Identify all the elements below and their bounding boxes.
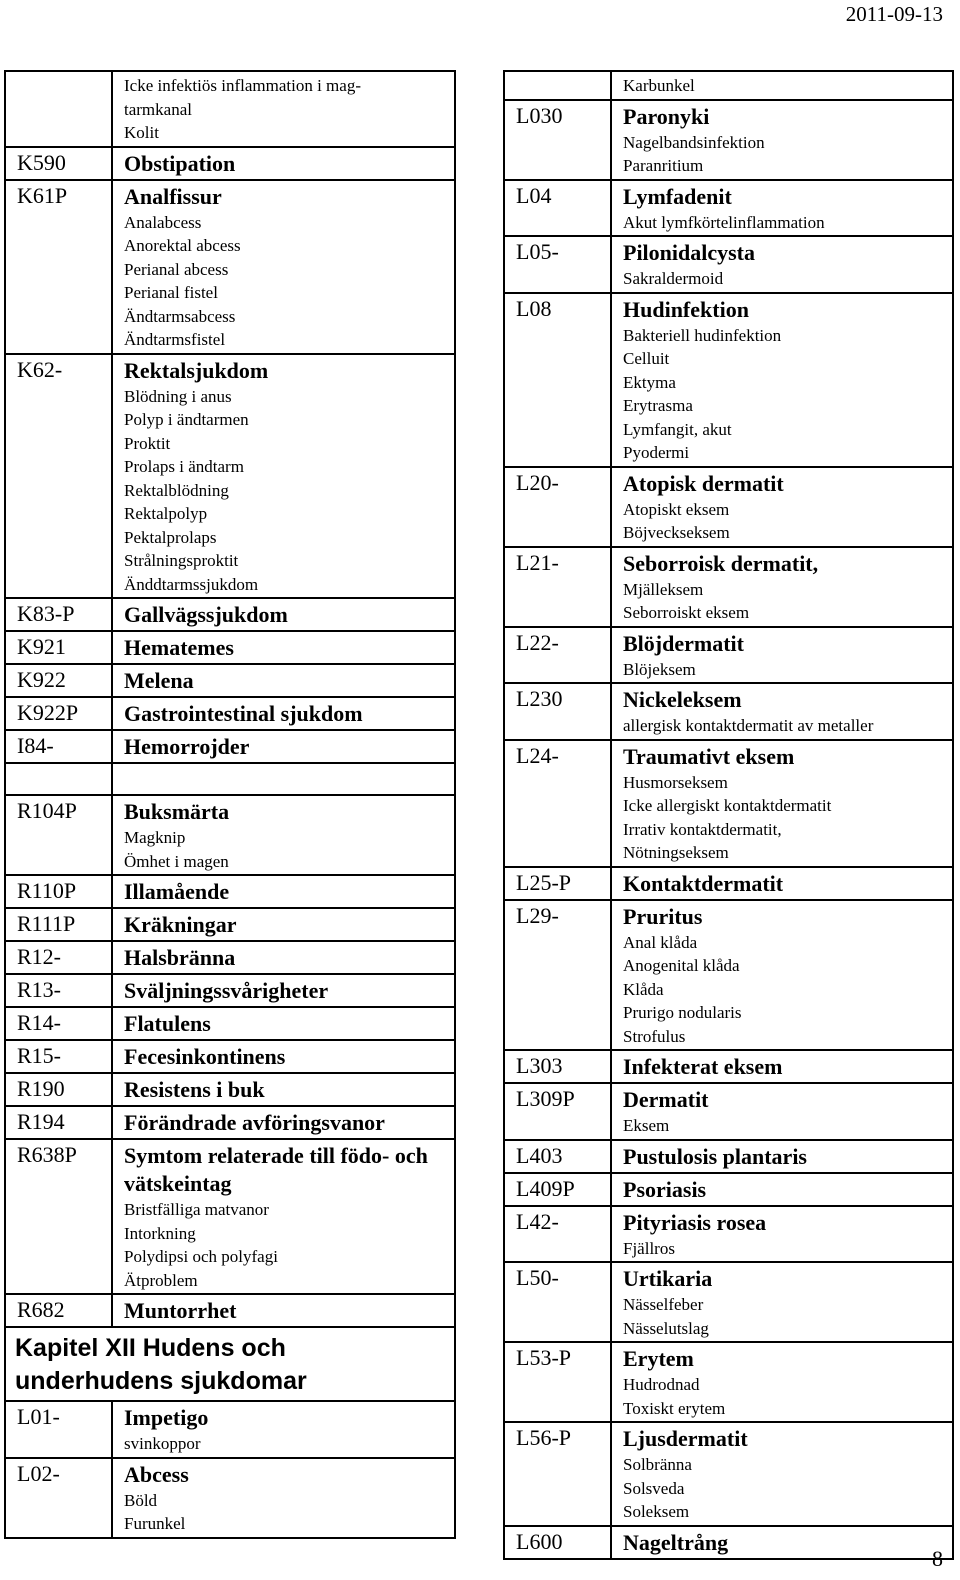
diagnosis-text <box>612 181 952 236</box>
diagnosis-text <box>612 1423 952 1525</box>
diagnosis-code <box>505 72 612 99</box>
diagnosis-title: Pustulosis plantaris <box>623 1143 807 1169</box>
diagnosis-code: L50- <box>505 1263 612 1341</box>
diagnosis-text <box>612 684 952 739</box>
diagnosis-code: K922P <box>6 698 113 729</box>
diagnosis-title: Blöjdermatit <box>623 630 744 656</box>
diagnosis-title: Flatulens <box>124 1011 211 1036</box>
diagnosis-title: Pilonidalcysta <box>623 240 756 265</box>
diagnosis-title: Erytem <box>623 1346 694 1371</box>
diagnosis-row <box>6 764 454 796</box>
diagnosis-synonym: Toxiskt erytem <box>623 1398 726 1418</box>
diagnosis-row <box>6 1074 454 1107</box>
diagnosis-synonym: Nässelutslag <box>623 1318 709 1338</box>
diagnosis-text <box>612 1174 952 1205</box>
diagnosis-code: R190 <box>6 1074 113 1105</box>
diagnosis-title: Pityriasis rosea <box>623 1209 767 1235</box>
diagnosis-row <box>505 548 952 628</box>
diagnosis-text <box>612 468 952 546</box>
diagnosis-title: Nageltrång <box>623 1529 729 1555</box>
diagnosis-synonym: Rektalpolyp <box>124 504 208 523</box>
diagnosis-code: L21- <box>505 548 612 626</box>
diagnosis-title: Dermatit <box>623 1087 709 1112</box>
diagnosis-code: K922 <box>6 665 113 696</box>
diagnosis-synonym: Solsveda <box>623 1478 685 1498</box>
diagnosis-text <box>113 72 454 146</box>
diagnosis-row <box>505 101 952 181</box>
diagnosis-synonym: Ändtarmsabcess <box>124 306 236 326</box>
diagnosis-synonym: Soleksem <box>623 1502 690 1521</box>
diagnosis-row <box>505 1141 952 1174</box>
diagnosis-row <box>505 741 952 868</box>
diagnosis-text <box>612 548 952 626</box>
diagnosis-synonym: Karbunkel <box>623 76 695 95</box>
diagnosis-text <box>113 1459 454 1537</box>
diagnosis-synonym: Perianal fistel <box>124 283 218 302</box>
diagnosis-text <box>113 698 454 729</box>
diagnosis-text <box>113 796 454 874</box>
diagnosis-title: Sväljningssvårigheter <box>124 978 329 1003</box>
diagnosis-text <box>612 868 952 899</box>
diagnosis-synonym: Pyodermi <box>623 443 690 462</box>
chapter-heading-line: underhudens sjukdomar <box>15 1367 307 1395</box>
diagnosis-text <box>113 665 454 696</box>
diagnosis-row <box>6 665 454 698</box>
diagnosis-title: Hemorrojder <box>124 734 250 759</box>
diagnosis-text <box>113 148 454 179</box>
diagnosis-synonym: Icke allergiskt kontaktdermatit <box>623 796 832 815</box>
diagnosis-code: L02- <box>6 1459 113 1537</box>
diagnosis-title: Seborroisk dermatit, <box>623 550 819 576</box>
diagnosis-title: Kräkningar <box>124 912 237 937</box>
diagnosis-code: L05- <box>505 237 612 292</box>
diagnosis-title: Hematemes <box>124 635 234 660</box>
diagnosis-row <box>6 72 454 148</box>
diagnosis-title: Urtikaria <box>623 1266 713 1291</box>
diagnosis-text <box>612 294 952 466</box>
diagnosis-title: Traumativt eksem <box>623 743 795 769</box>
diagnosis-synonym: Eksem <box>623 1116 670 1135</box>
diagnosis-synonym: Ömhet i magen <box>124 851 229 871</box>
diagnosis-text <box>113 1295 454 1326</box>
diagnosis-synonym: Strålningsproktit <box>124 551 239 570</box>
diagnosis-synonym: Husmorseksem <box>623 772 728 792</box>
diagnosis-title: Paronyki <box>623 103 710 129</box>
diagnosis-code: K83-P <box>6 599 113 630</box>
diagnosis-text <box>113 942 454 973</box>
diagnosis-synonym: Rektalblödning <box>124 480 229 500</box>
diagnosis-synonym: Erytrasma <box>623 396 693 415</box>
right-code-table <box>503 70 954 1560</box>
diagnosis-text <box>113 909 454 940</box>
diagnosis-synonym: Anogenital klåda <box>623 956 740 975</box>
diagnosis-row <box>6 1459 454 1539</box>
diagnosis-code: R13- <box>6 975 113 1006</box>
diagnosis-synonym: Kolit <box>124 123 159 142</box>
diagnosis-text <box>113 599 454 630</box>
diagnosis-synonym: Nötningseksem <box>623 843 729 862</box>
diagnosis-row <box>505 1263 952 1343</box>
diagnosis-title: Lymfadenit <box>623 183 732 209</box>
chapter-heading-line: Kapitel XII Hudens och <box>15 1334 286 1362</box>
diagnosis-title: Pruritus <box>623 903 703 929</box>
diagnosis-title: Symtom relaterade till födo- och vätskeintag <box>124 1143 428 1196</box>
diagnosis-row <box>505 1527 952 1560</box>
diagnosis-code: L230 <box>505 684 612 739</box>
diagnosis-code: L25-P <box>505 868 612 899</box>
diagnosis-synonym: Ätproblem <box>124 1270 198 1290</box>
diagnosis-synonym: Anal klåda <box>623 932 698 952</box>
diagnosis-synonym: Böld <box>124 1490 158 1510</box>
diagnosis-title: Buksmärta <box>124 799 230 824</box>
diagnosis-code: L403 <box>505 1141 612 1172</box>
diagnosis-code: R15- <box>6 1041 113 1072</box>
diagnosis-title: Halsbränna <box>124 945 236 970</box>
diagnosis-code: R638P <box>6 1140 113 1293</box>
diagnosis-code <box>6 764 113 794</box>
diagnosis-code: L600 <box>505 1527 612 1558</box>
diagnosis-title: Abcess <box>124 1461 189 1487</box>
diagnosis-synonym: Akut lymfkörtelinflammation <box>623 212 825 232</box>
diagnosis-code: L22- <box>505 628 612 683</box>
diagnosis-text <box>113 1008 454 1039</box>
diagnosis-synonym: Böjveckseksem <box>623 523 730 542</box>
diagnosis-title: Hudinfektion <box>623 296 749 322</box>
diagnosis-synonym: Anorektal abcess <box>124 236 241 255</box>
diagnosis-title: Nickeleksem <box>623 687 742 712</box>
diagnosis-synonym: Prolaps i ändtarm <box>124 457 244 476</box>
diagnosis-text <box>113 632 454 663</box>
diagnosis-row <box>6 599 454 632</box>
diagnosis-text <box>113 1140 454 1293</box>
diagnosis-synonym: Solbränna <box>623 1455 692 1474</box>
diagnosis-title: Psoriasis <box>623 1176 707 1202</box>
diagnosis-text <box>612 741 952 866</box>
diagnosis-code: L309P <box>505 1084 612 1139</box>
diagnosis-synonym: Irrativ kontaktdermatit, <box>623 819 782 839</box>
diagnosis-synonym: Paranritium <box>623 156 704 175</box>
diagnosis-code: L20- <box>505 468 612 546</box>
diagnosis-title: Melena <box>124 668 194 693</box>
diagnosis-text <box>113 355 454 598</box>
diagnosis-code: L53-P <box>505 1343 612 1421</box>
diagnosis-row <box>505 628 952 685</box>
diagnosis-synonym: Ändtarmsfistel <box>124 330 226 349</box>
diagnosis-code: L01- <box>6 1402 113 1457</box>
diagnosis-synonym: Icke infektiös inflammation i mag- <box>124 76 361 95</box>
diagnosis-synonym: Analabcess <box>124 212 202 232</box>
diagnosis-text <box>612 1263 952 1341</box>
diagnosis-row <box>6 1295 454 1328</box>
diagnosis-text <box>612 1527 952 1558</box>
diagnosis-code: R12- <box>6 942 113 973</box>
diagnosis-synonym: Lymfangit, akut <box>623 419 732 439</box>
diagnosis-code: L56-P <box>505 1423 612 1525</box>
diagnosis-row <box>6 975 454 1008</box>
diagnosis-text <box>612 1207 952 1262</box>
diagnosis-synonym: tarmkanal <box>124 99 192 119</box>
diagnosis-code: K62- <box>6 355 113 598</box>
diagnosis-title: Resistens i buk <box>124 1077 265 1102</box>
diagnosis-row <box>6 942 454 975</box>
diagnosis-row <box>6 1008 454 1041</box>
diagnosis-text <box>612 1141 952 1172</box>
diagnosis-text <box>612 237 952 292</box>
diagnosis-synonym: Änddtarmssjukdom <box>124 574 259 594</box>
diagnosis-text <box>113 975 454 1006</box>
diagnosis-synonym: Bakteriell hudinfektion <box>623 325 782 345</box>
left-code-table <box>4 70 456 1539</box>
diagnosis-code: L409P <box>505 1174 612 1205</box>
diagnosis-text <box>612 1343 952 1421</box>
diagnosis-row <box>505 901 952 1052</box>
diagnosis-row <box>6 632 454 665</box>
diagnosis-code: R682 <box>6 1295 113 1326</box>
diagnosis-text <box>612 1051 952 1082</box>
diagnosis-row <box>6 731 454 764</box>
diagnosis-synonym: Blöjeksem <box>623 659 696 679</box>
diagnosis-title: Fecesinkontinens <box>124 1044 286 1069</box>
diagnosis-row <box>505 181 952 238</box>
diagnosis-text <box>612 1084 952 1139</box>
diagnosis-synonym: svinkoppor <box>124 1434 201 1453</box>
diagnosis-row <box>6 1107 454 1140</box>
diagnosis-row <box>505 868 952 901</box>
diagnosis-synonym: Polyp i ändtarmen <box>124 410 249 429</box>
diagnosis-text <box>113 1041 454 1072</box>
diagnosis-row <box>6 796 454 876</box>
diagnosis-text <box>113 1074 454 1105</box>
diagnosis-synonym: Sakraldermoid <box>623 269 724 288</box>
diagnosis-synonym: Atopiskt eksem <box>623 499 730 519</box>
diagnosis-code: L29- <box>505 901 612 1050</box>
diagnosis-row <box>505 72 952 101</box>
diagnosis-text <box>612 628 952 683</box>
diagnosis-synonym: Fjällros <box>623 1238 675 1258</box>
diagnosis-text <box>113 876 454 907</box>
header-date: 2011-09-13 <box>845 2 943 26</box>
diagnosis-code: K921 <box>6 632 113 663</box>
diagnosis-synonym: allergisk kontaktdermatit av metaller <box>623 716 874 735</box>
diagnosis-code: L08 <box>505 294 612 466</box>
page-number: 8 <box>932 1546 943 1571</box>
diagnosis-text <box>113 764 454 794</box>
diagnosis-row <box>6 698 454 731</box>
diagnosis-title: Förändrade avföringsvanor <box>124 1110 385 1135</box>
diagnosis-code: L030 <box>505 101 612 179</box>
diagnosis-row <box>6 1140 454 1295</box>
diagnosis-synonym: Proktit <box>124 433 171 453</box>
diagnosis-synonym: Perianal abcess <box>124 259 229 279</box>
diagnosis-row <box>6 148 454 181</box>
diagnosis-synonym: Nässelfeber <box>623 1295 704 1314</box>
diagnosis-title: Rektalsjukdom <box>124 357 269 383</box>
diagnosis-text <box>113 731 454 762</box>
diagnosis-synonym: Mjälleksem <box>623 579 704 599</box>
diagnosis-row <box>505 684 952 741</box>
diagnosis-code: K590 <box>6 148 113 179</box>
diagnosis-synonym: Magknip <box>124 828 186 847</box>
diagnosis-text <box>113 1402 454 1457</box>
diagnosis-row <box>6 355 454 600</box>
diagnosis-row <box>505 1051 952 1084</box>
diagnosis-synonym: Blödning i anus <box>124 386 232 406</box>
diagnosis-code <box>6 72 113 146</box>
diagnosis-title: Atopisk dermatit <box>623 470 784 496</box>
diagnosis-code: R111P <box>6 909 113 940</box>
diagnosis-synonym: Nagelbandsinfektion <box>623 132 765 152</box>
diagnosis-title: Ljusdermatit <box>623 1426 748 1451</box>
diagnosis-text <box>113 1107 454 1138</box>
diagnosis-row <box>6 1402 454 1459</box>
diagnosis-row <box>505 237 952 294</box>
diagnosis-code: R194 <box>6 1107 113 1138</box>
diagnosis-title: Illamående <box>124 879 230 904</box>
diagnosis-synonym: Bristfälliga matvanor <box>124 1200 269 1219</box>
diagnosis-code: I84- <box>6 731 113 762</box>
chapter-heading <box>6 1328 454 1402</box>
diagnosis-title: Gallvägssjukdom <box>124 602 288 627</box>
diagnosis-title: Kontaktdermatit <box>623 870 784 896</box>
diagnosis-row <box>505 1207 952 1264</box>
diagnosis-synonym: Intorkning <box>124 1223 196 1243</box>
diagnosis-row <box>505 1343 952 1423</box>
diagnosis-row <box>6 876 454 909</box>
diagnosis-title: Impetigo <box>124 1405 209 1430</box>
diagnosis-text <box>612 901 952 1050</box>
diagnosis-row <box>505 1423 952 1527</box>
diagnosis-code: L24- <box>505 741 612 866</box>
diagnosis-row <box>6 909 454 942</box>
diagnosis-synonym: Hudrodnad <box>623 1375 700 1394</box>
diagnosis-title: Infekterat eksem <box>623 1054 783 1079</box>
diagnosis-row <box>6 1041 454 1074</box>
diagnosis-code: R14- <box>6 1008 113 1039</box>
diagnosis-row <box>6 181 454 355</box>
diagnosis-synonym: Polydipsi och polyfagi <box>124 1247 278 1266</box>
diagnosis-code: L42- <box>505 1207 612 1262</box>
diagnosis-title: Gastrointestinal sjukdom <box>124 701 363 726</box>
diagnosis-row <box>505 1084 952 1141</box>
diagnosis-row <box>505 468 952 548</box>
diagnosis-title: Analfissur <box>124 183 222 209</box>
diagnosis-synonym: Seborroiskt eksem <box>623 603 750 622</box>
diagnosis-text <box>612 101 952 179</box>
diagnosis-synonym: Klåda <box>623 979 664 999</box>
diagnosis-synonym: Strofulus <box>623 1026 686 1046</box>
diagnosis-code: L04 <box>505 181 612 236</box>
diagnosis-code: L303 <box>505 1051 612 1082</box>
diagnosis-synonym: Celluit <box>623 349 670 368</box>
diagnosis-title: Muntorrhet <box>124 1298 237 1323</box>
diagnosis-row <box>505 1174 952 1207</box>
diagnosis-synonym: Ektyma <box>623 372 676 392</box>
diagnosis-row <box>505 294 952 468</box>
diagnosis-text <box>113 181 454 353</box>
diagnosis-code: R104P <box>6 796 113 874</box>
diagnosis-text <box>612 72 952 99</box>
diagnosis-code: R110P <box>6 876 113 907</box>
diagnosis-synonym: Pektalprolaps <box>124 527 217 547</box>
diagnosis-synonym: Prurigo nodularis <box>623 1003 742 1022</box>
diagnosis-code: K61P <box>6 181 113 353</box>
diagnosis-title: Obstipation <box>124 150 236 176</box>
diagnosis-synonym: Furunkel <box>124 1514 186 1533</box>
